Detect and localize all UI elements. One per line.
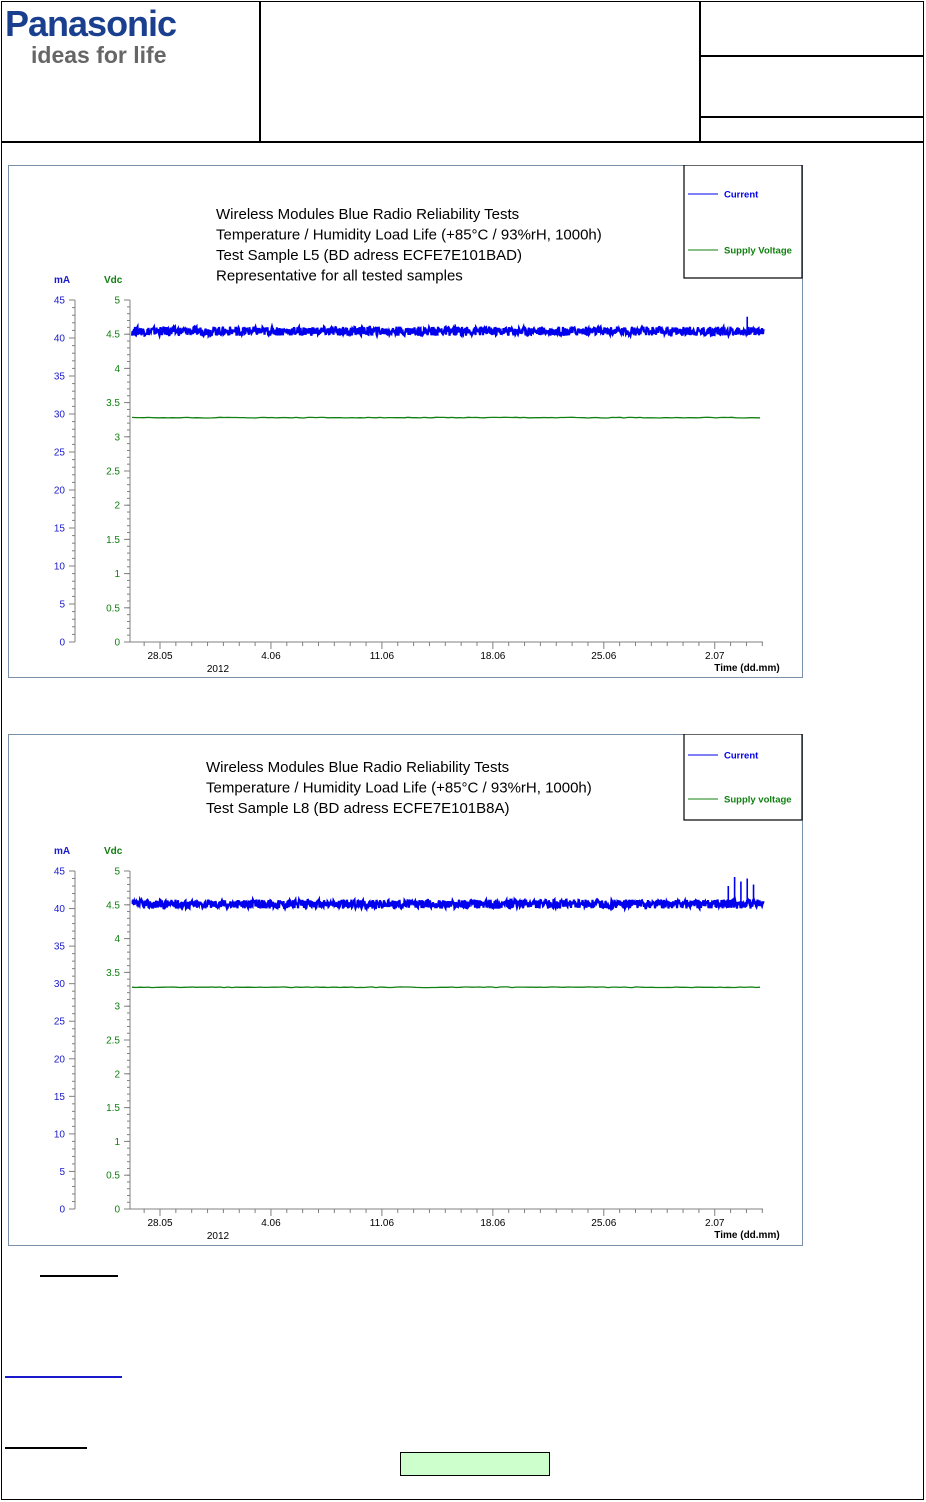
ma-tick-label: 40 [53,904,65,916]
section-underline-3 [5,1447,87,1449]
time-tick-label: 4.06 [261,1218,281,1229]
ma-tick-label: 25 [53,1016,65,1028]
vdc-tick-label: 1 [114,1136,120,1148]
chart-title-line: Wireless Modules Blue Radio Reliability Tests [216,206,520,223]
chart-title-line: Test Sample L8 (BD adress ECFE7E101B8A) [206,800,510,817]
vdc-tick-label: 5 [114,295,120,307]
vdc-tick-label: 1.5 [106,1103,120,1115]
result-highlight-cell [400,1452,550,1476]
vdc-tick-label: 3 [114,1001,120,1013]
vdc-axis-label: Vdc [104,275,123,286]
vdc-tick-label: 0.5 [106,1170,120,1182]
year-label: 2012 [206,1231,230,1242]
vdc-tick-label: 3.5 [106,967,120,979]
chart-2 [8,734,803,1246]
chart-title-line: Wireless Modules Blue Radio Reliability Tests [206,759,510,776]
ma-tick-label: 40 [53,333,65,345]
ma-tick-label: 20 [53,1054,65,1066]
ma-tick-label: 45 [53,866,65,878]
time-tick-label: 28.05 [147,651,173,662]
ma-tick-label: 0 [59,1204,65,1216]
vdc-tick-label: 3.5 [106,398,120,410]
time-tick-label: 18.06 [480,651,506,662]
vdc-tick-label: 3 [114,432,120,444]
time-axis-title: Time (dd.mm) [714,663,780,674]
vdc-tick-label: 2 [114,500,120,512]
chart-title-line: Representative for all tested samples [216,267,463,285]
time-tick-label: 25.06 [591,1218,617,1229]
header-cell-rule-1 [699,55,924,57]
ma-tick-label: 10 [53,561,65,573]
ma-tick-label: 20 [53,485,65,497]
ma-tick-label: 5 [59,599,65,611]
legend-label: Supply Voltage [724,245,792,257]
header-divider-2 [699,1,701,142]
legend-label: Supply voltage [724,794,792,806]
ma-tick-label: 15 [53,523,65,535]
legend-box [684,734,802,820]
vdc-tick-label: 2.5 [106,466,120,478]
header-bottom-rule [1,141,924,143]
current-series-line [132,900,764,909]
ma-tick-label: 30 [53,409,65,421]
chart-title-line: Temperature / Humidity Load Life (+85°C / 93%rH, 1000h) [206,779,592,797]
time-tick-label: 11.06 [369,651,395,662]
time-tick-label: 4.06 [261,651,281,662]
header-divider-1 [259,1,261,142]
vdc-tick-label: 0.5 [106,603,120,615]
time-tick-label: 25.06 [591,651,617,662]
time-tick-label: 2.07 [705,651,725,662]
vdc-tick-label: 4 [114,363,120,375]
vdc-tick-label: 4.5 [106,900,120,912]
ma-axis-label: mA [54,846,71,857]
ma-tick-label: 10 [53,1129,65,1141]
ma-tick-label: 5 [59,1166,65,1178]
ma-tick-label: 25 [53,447,65,459]
ma-tick-label: 0 [59,637,65,649]
ma-tick-label: 30 [53,979,65,991]
vdc-tick-label: 2 [114,1069,120,1081]
time-tick-label: 18.06 [480,1218,506,1229]
year-label: 2012 [206,664,230,675]
section-underline-2 [5,1376,122,1378]
panasonic-logo [5,3,177,68]
ma-tick-label: 15 [53,1091,65,1103]
vdc-tick-label: 4 [114,934,120,946]
vdc-tick-label: 0 [114,637,120,649]
ma-tick-label: 45 [53,295,65,307]
voltage-series-line [132,417,760,418]
vdc-tick-label: 1 [114,569,120,581]
chart-1 [8,165,803,678]
time-tick-label: 11.06 [369,1218,395,1229]
header-cell-rule-2 [699,116,924,118]
logo-tagline: ideas for life [31,42,167,68]
vdc-tick-label: 1.5 [106,534,120,546]
ma-tick-label: 35 [53,371,65,383]
vdc-tick-label: 5 [114,866,120,878]
time-tick-label: 2.07 [705,1218,725,1229]
logo-wordmark: Panasonic [5,3,177,44]
ma-axis-label: mA [54,275,71,286]
voltage-series-line [132,987,760,988]
chart-title-line: Test Sample L5 (BD adress ECFE7E101BAD) [216,247,522,264]
time-tick-label: 28.05 [147,1218,173,1229]
section-underline-1 [40,1275,118,1277]
legend-label: Current [724,189,759,201]
time-axis-title: Time (dd.mm) [714,1230,780,1241]
legend-box [684,165,802,278]
vdc-tick-label: 0 [114,1204,120,1216]
vdc-tick-label: 2.5 [106,1035,120,1047]
current-series-line [132,327,764,336]
ma-tick-label: 35 [53,941,65,953]
chart-title-line: Temperature / Humidity Load Life (+85°C / 93%rH, 1000h) [216,226,602,244]
legend-label: Current [724,750,759,762]
vdc-tick-label: 4.5 [106,329,120,341]
vdc-axis-label: Vdc [104,846,123,857]
